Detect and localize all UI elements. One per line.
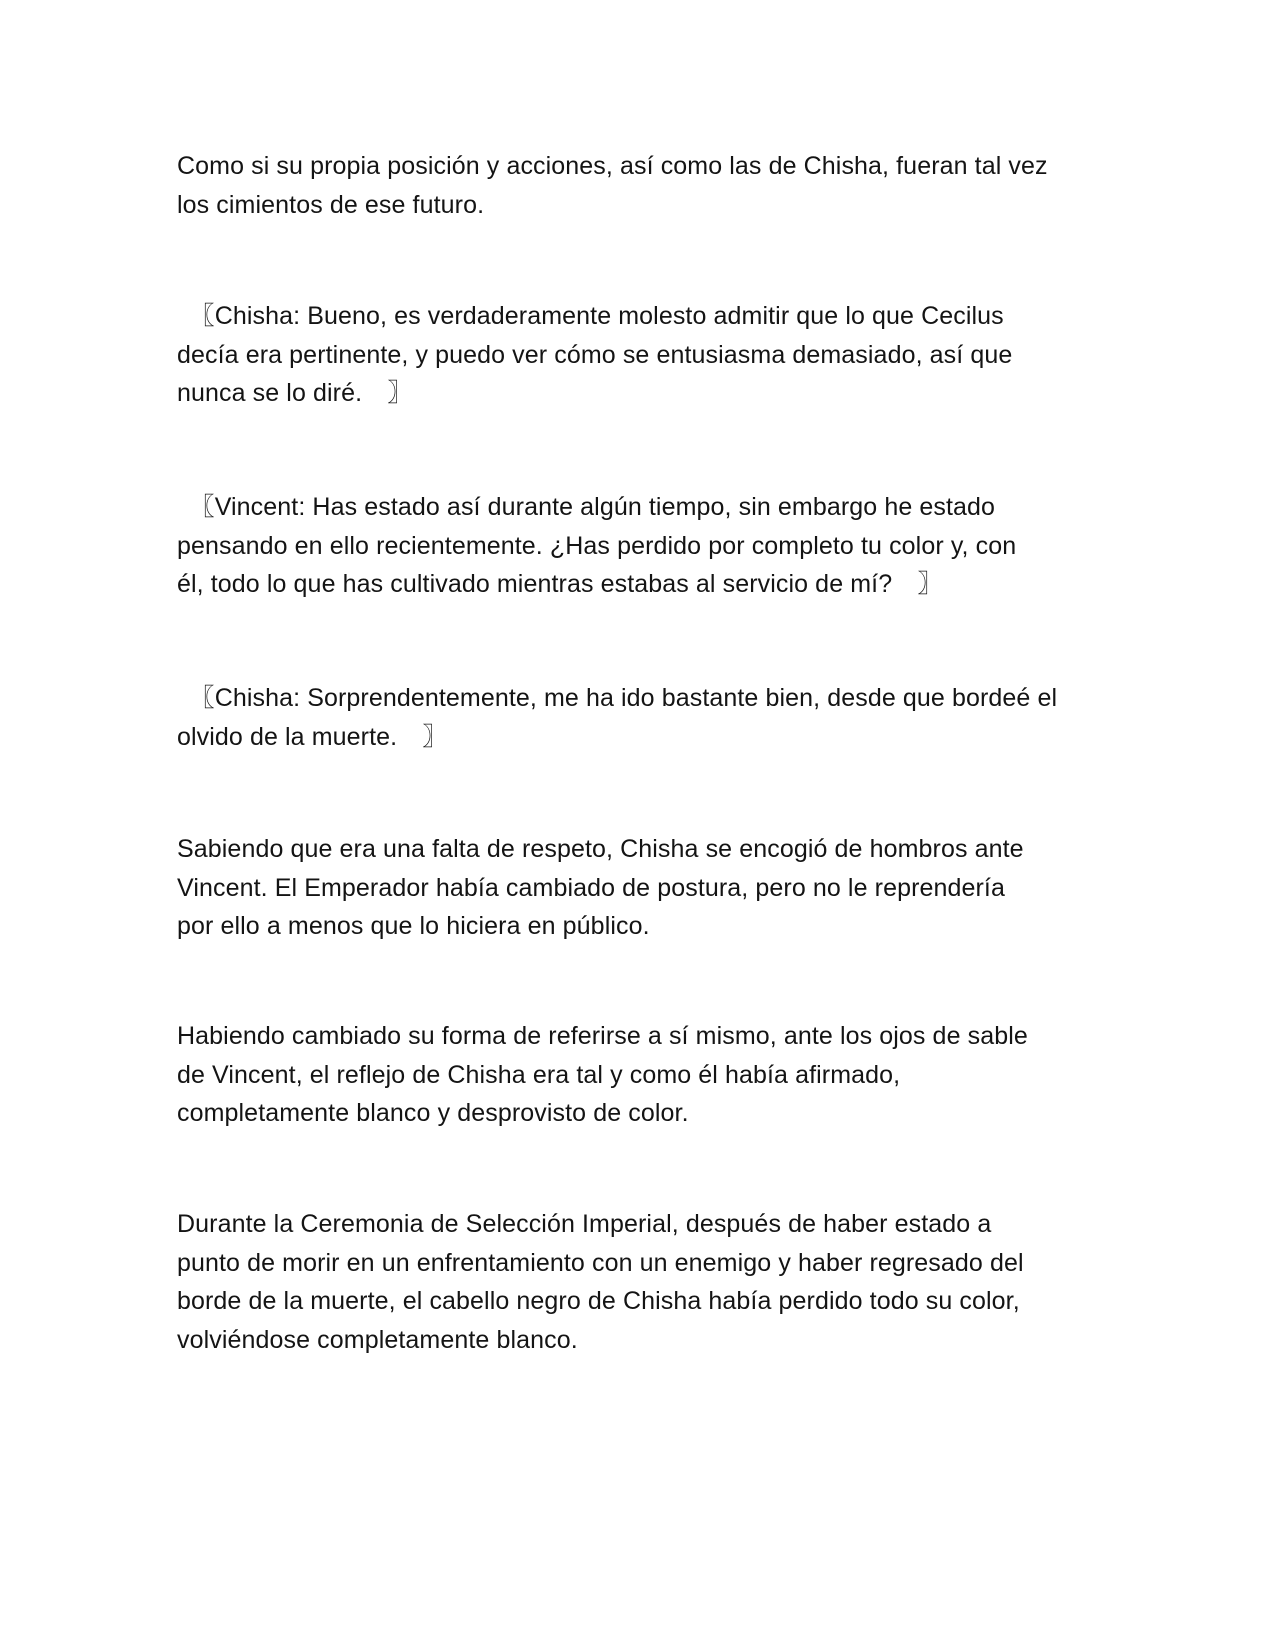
text-line: borde de la muerte, el cabello negro de Chisha había perdido todo su color, — [177, 1287, 1020, 1315]
text-line: Vincent. El Emperador había cambiado de postura, pero no le reprendería — [177, 873, 1005, 902]
text-line: 〖Vincent: Has estado así durante algún tiempo, sin embargo he estado — [177, 493, 996, 521]
paragraph-dialogue-chisha-2 — [177, 679, 1117, 756]
paragraph-dialogue-chisha-1 — [177, 297, 1117, 413]
paragraph-dialogue-vincent — [177, 488, 1117, 604]
text-line: pensando en ello recientemente. ¿Has perdido por completo tu color y, con — [177, 531, 1017, 560]
text-line: Durante la Ceremonia de Selección Imperial, después de haber estado a — [177, 1210, 992, 1238]
text-line: olvido de la muerte. 〗 — [177, 722, 448, 751]
text-line: Habiendo cambiado su forma de referirse a sí mismo, ante los ojos de sable — [177, 1022, 1028, 1050]
text-line: por ello a menos que lo hiciera en público. — [177, 912, 650, 940]
text-line: decía era pertinente, y puedo ver cómo se entusiasma demasiado, así que — [177, 340, 1013, 369]
paragraph-narration-2 — [177, 830, 1117, 946]
paragraph-narration-1 — [177, 147, 1117, 224]
text-line: 〖Chisha: Bueno, es verdaderamente molesto admitir que lo que Cecilus — [177, 302, 1004, 330]
text-line: nunca se lo diré. 〗 — [177, 379, 413, 407]
text-line: él, todo lo que has cultivado mientras estabas al servicio de mí? 〗 — [177, 570, 943, 598]
paragraph-narration-3 — [177, 1017, 1117, 1133]
text-line: completamente blanco y desprovisto de color. — [177, 1099, 689, 1127]
paragraph-narration-4 — [177, 1205, 1117, 1359]
text-line: Como si su propia posición y acciones, así como las de Chisha, fueran tal vez — [177, 152, 1048, 180]
text-line: Sabiendo que era una falta de respeto, Chisha se encogió de hombros ante — [177, 835, 1024, 863]
text-line: los cimientos de ese futuro. — [177, 190, 485, 219]
text-line: punto de morir en un enfrentamiento con un enemigo y haber regresado del — [177, 1248, 1024, 1277]
text-line: volviéndose completamente blanco. — [177, 1325, 578, 1354]
text-line: 〖Chisha: Sorprendentemente, me ha ido bastante bien, desde que bordeé el — [177, 684, 1058, 712]
text-line: de Vincent, el reflejo de Chisha era tal y como él había afirmado, — [177, 1060, 901, 1089]
